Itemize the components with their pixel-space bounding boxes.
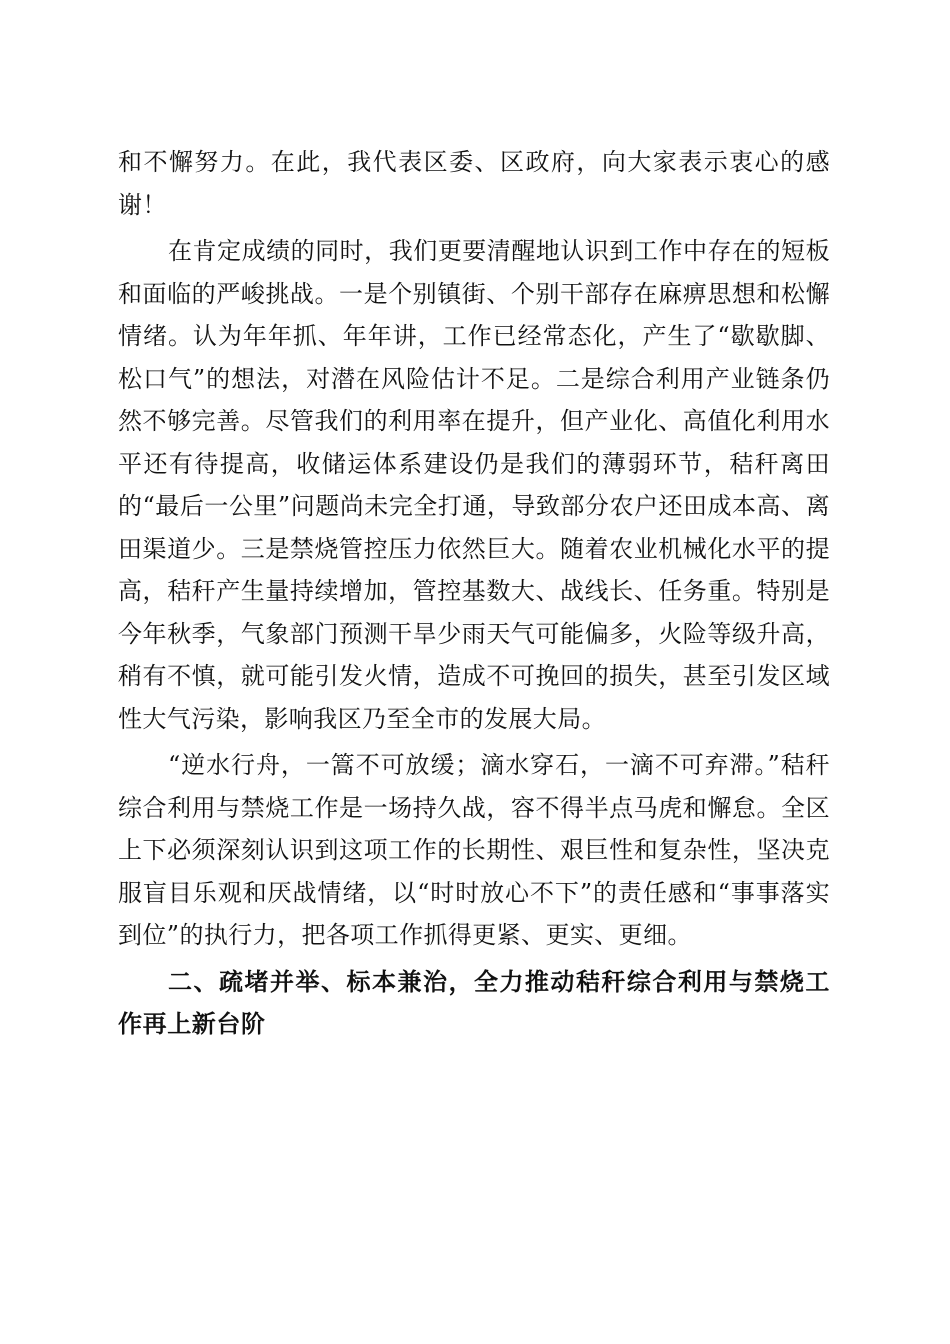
paragraph-closing-thanks: 和不懈努力。在此，我代表区委、区政府，向大家表示衷心的感谢！ — [118, 148, 830, 219]
document-body — [118, 141, 830, 1046]
paragraph-challenges: 在肯定成绩的同时，我们更要清醒地认识到工作中存在的短板和面临的严峻挑战。一是个别镇街、个别干部存在麻痹思想和松懈情绪。认为年年抓、年年讲，工作已经常态化，产生了“歇歇脚、松口气”的想法，对潜在风险估计不足。二是综合利用产业链条仍然不够完善。尽管我们的利用率在提升，但产业化、高值化利用水平还有待提高，收储运体系建设仍是我们的薄弱环节，秸秆离田的“最后一公里”问题尚未完全打通，导致部分农户还田成本高、离田渠道少。三是禁烧管控压力依然巨大。随着农业机械化水平的提高，秸秆产生量持续增加，管控基数大、战线长、任务重。特别是今年秋季，气象部门预测干旱少雨天气可能偏多，火险等级升高，稍有不慎，就可能引发火情，造成不可挽回的损失，甚至引发区域性大气污染，影响我区乃至全市的发展大局。 — [118, 237, 830, 733]
paragraph-persistence: “逆水行舟，一篙不可放缓；滴水穿石，一滴不可弃滞。”秸秆综合利用与禁烧工作是一场持久战，容不得半点马虎和懈怠。全区上下必须深刻认识到这项工作的长期性、艰巨性和复杂性，坚决克服盲目乐观和厌战情绪，以“时时放心不下”的责任感和“事事落实到位”的执行力，把各项工作抓得更紧、更实、更细。 — [118, 751, 830, 949]
section-heading-2: 二、疏堵并举、标本兼治，全力推动秸秆综合利用与禁烧工作再上新台阶 — [118, 967, 830, 1038]
